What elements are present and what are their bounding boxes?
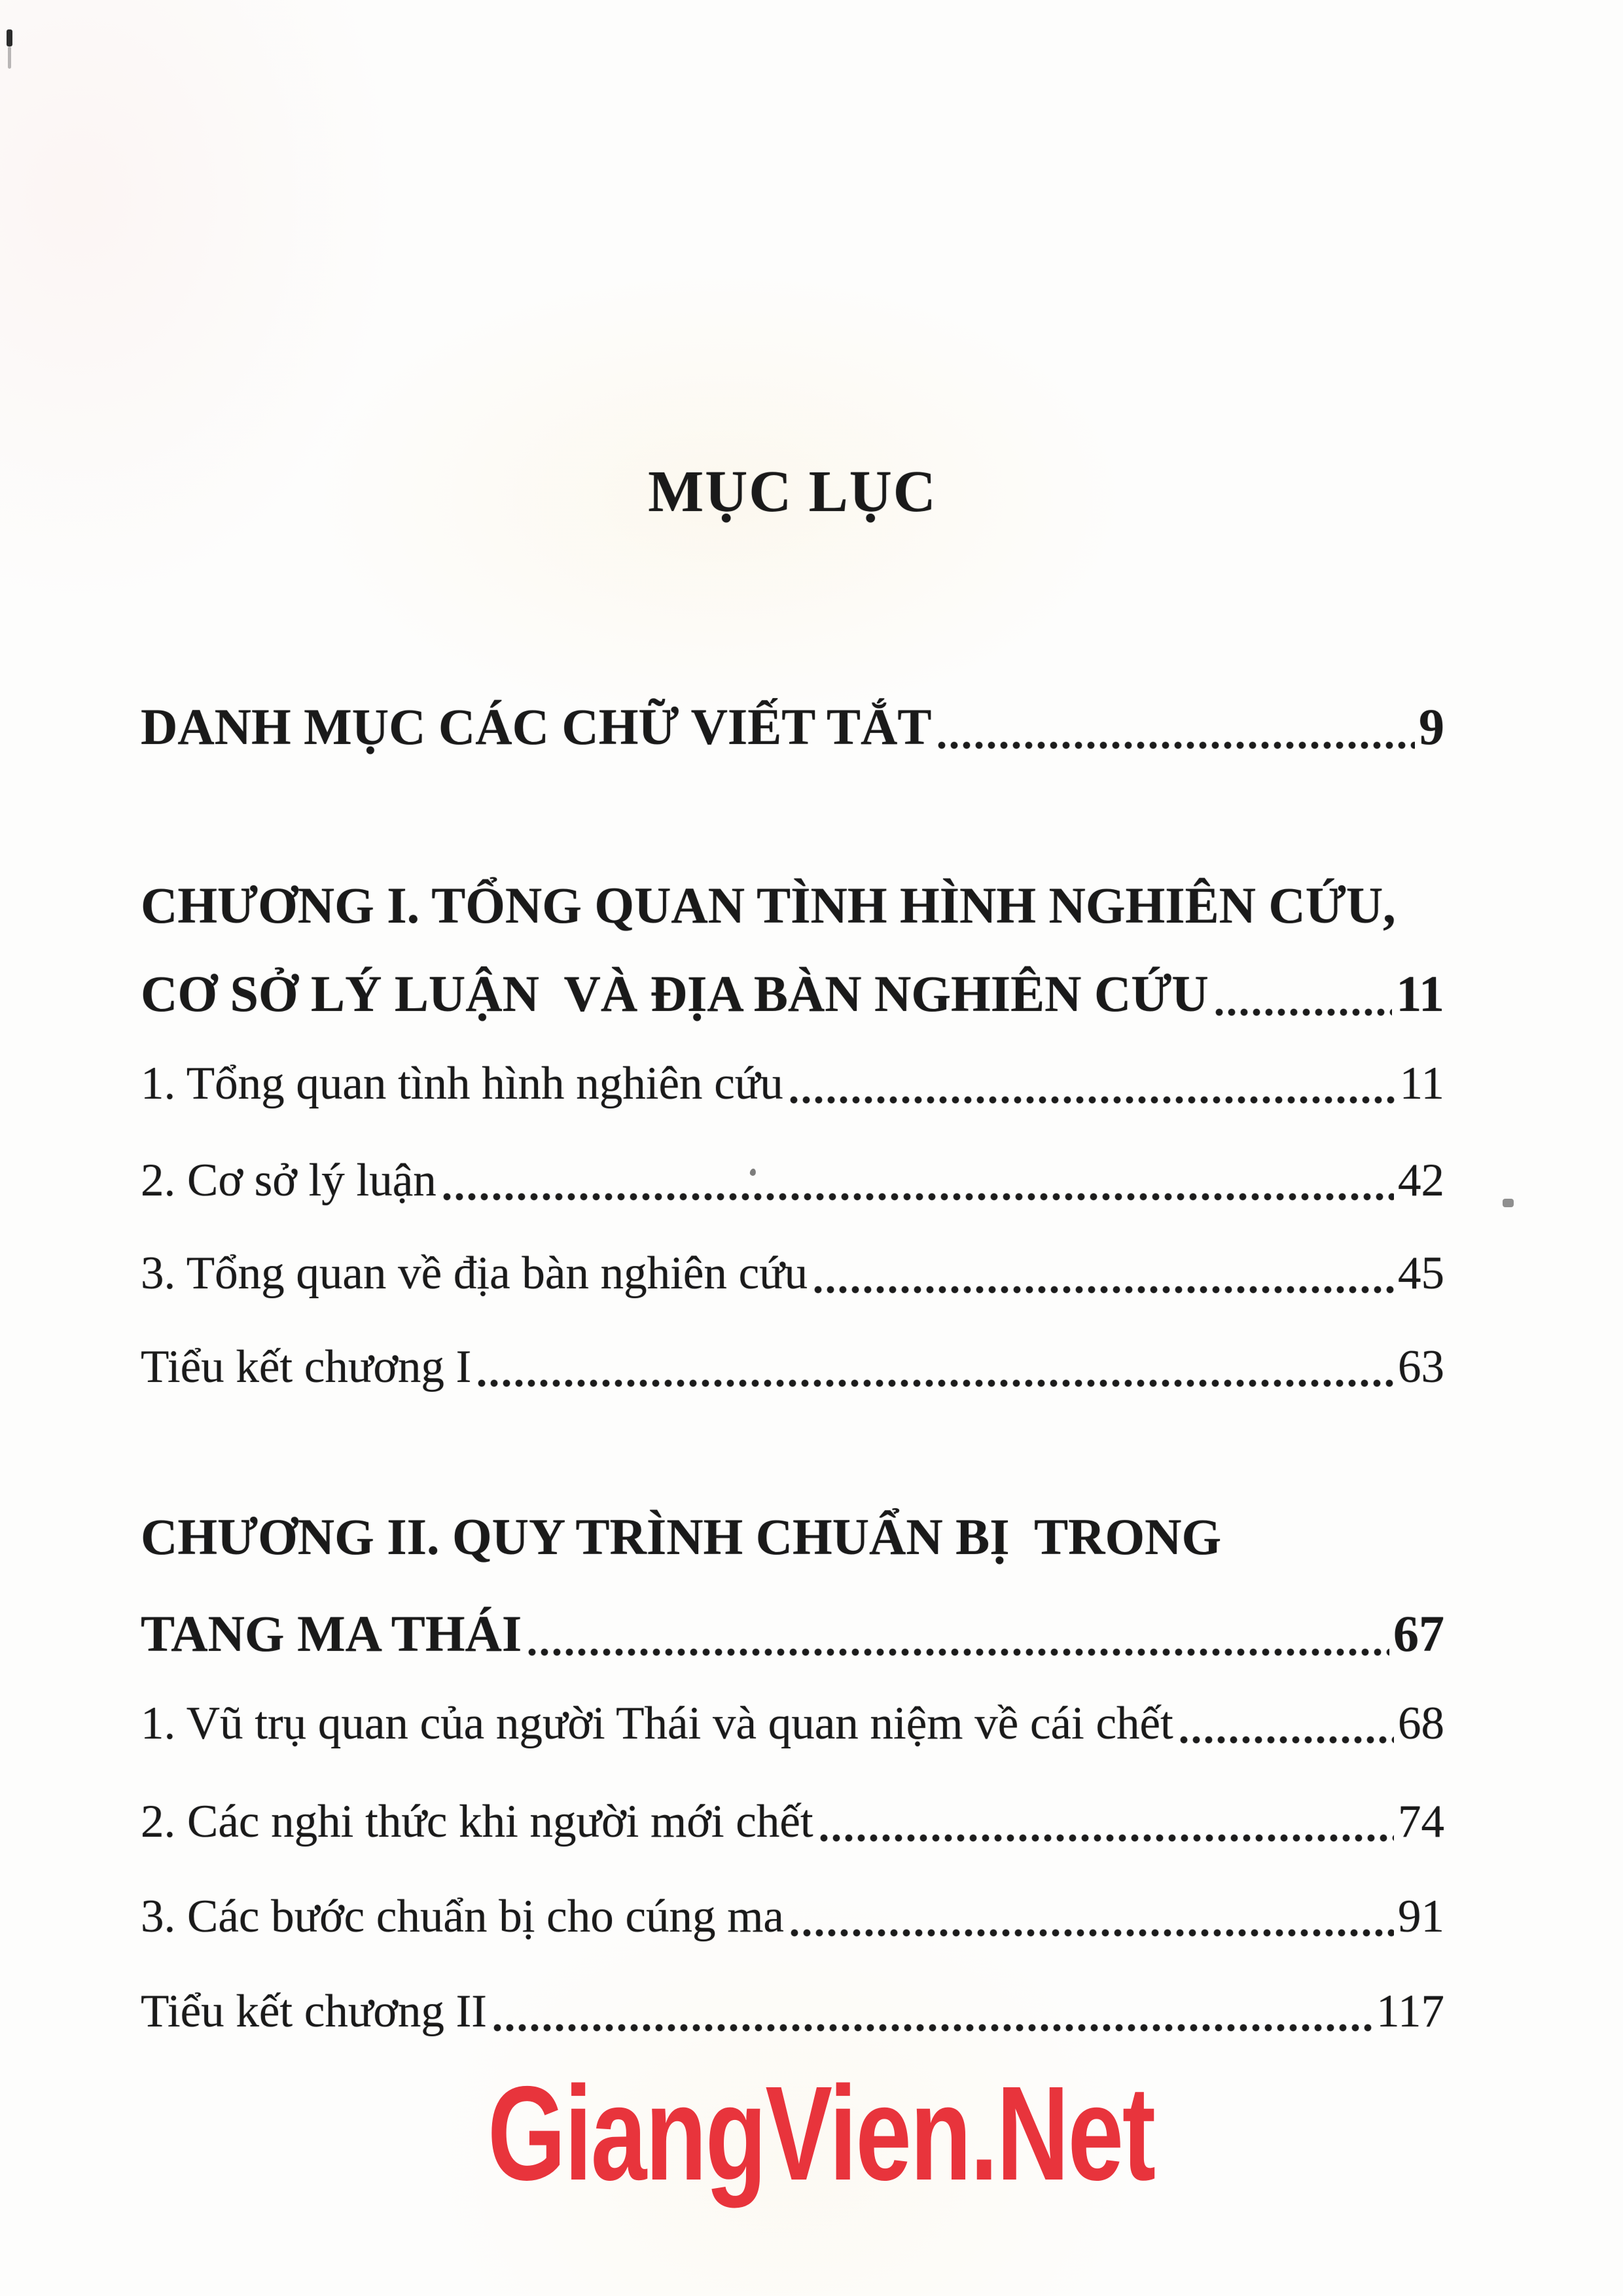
dot-leader (820, 1834, 1394, 1842)
page-number: 45 (1398, 1248, 1444, 1299)
page-number: 9 (1419, 698, 1444, 755)
toc-entry-label: TANG MA THÁI (141, 1605, 522, 1662)
page-number: 42 (1398, 1155, 1444, 1206)
toc-chapter1-heading-line2 (141, 962, 1444, 1026)
toc-entry-ch2-item1 (141, 1695, 1444, 1753)
page-number: 11 (1399, 1058, 1444, 1109)
toc-entry-label: 1. Vũ trụ quan của người Thái và quan niệm về cái chết (141, 1698, 1173, 1749)
toc-entry-ch1-summary (141, 1338, 1444, 1396)
toc-entry-label: Tiểu kết chương II (141, 1986, 487, 2037)
toc-entry-label: 2. Cơ sở lý luận (141, 1155, 437, 1206)
toc-entry-label: 2. Các nghi thức khi người mới chết (141, 1796, 813, 1847)
watermark-text: GiangVien.Net (488, 2058, 1154, 2208)
scan-speck-top-left-tail (8, 46, 11, 69)
toc-entry-ch2-summary (141, 1983, 1444, 2041)
dot-leader (443, 1193, 1394, 1201)
dot-leader (1180, 1736, 1394, 1744)
toc-chapter1-heading-line1 (141, 874, 1444, 938)
page-number: 11 (1396, 965, 1444, 1022)
scan-speck-right-margin (1503, 1199, 1514, 1207)
toc-chapter2-heading-line2 (141, 1602, 1444, 1666)
toc-entry-label: 1. Tổng quan tình hình nghiên cứu (141, 1058, 783, 1109)
toc-entry-label: 3. Các bước chuẩn bị cho cúng ma (141, 1891, 784, 1942)
dot-leader (938, 741, 1415, 749)
toc-entry-ch2-item3 (141, 1888, 1444, 1946)
toc-entry-ch2-item2 (141, 1793, 1444, 1851)
page-number: 67 (1393, 1605, 1444, 1662)
toc-entry-ch1-item3 (141, 1245, 1444, 1303)
toc-entry-label: CHƯƠNG I. TỔNG QUAN TÌNH HÌNH NGHIÊN CỨU, (141, 877, 1396, 934)
toc-entry-label: CƠ SỞ LÝ LUẬN VÀ ĐỊA BÀN NGHIÊN CỨU (141, 965, 1209, 1022)
dot-leader (814, 1286, 1394, 1294)
toc-entry-label: DANH MỤC CÁC CHỮ VIẾT TẮT (141, 698, 932, 755)
dot-leader (790, 1096, 1396, 1104)
toc-entry-abbreviations (141, 695, 1444, 759)
toc-entry-label: 3. Tổng quan về địa bàn nghiên cứu (141, 1248, 808, 1299)
toc-entry-label: CHƯƠNG II. QUY TRÌNH CHUẨN BỊ TRONG (141, 1508, 1222, 1565)
dot-leader (791, 1929, 1394, 1937)
page-number: 74 (1398, 1796, 1444, 1847)
page-title: MỤC LỤC (648, 459, 937, 524)
dot-leader (478, 1379, 1394, 1387)
dot-leader (1215, 1008, 1393, 1016)
dot-leader (528, 1648, 1389, 1656)
toc-entry-ch1-item2 (141, 1152, 1444, 1210)
toc-entry-ch1-item1 (141, 1055, 1444, 1113)
toc-chapter2-heading-line1 (141, 1505, 1444, 1569)
toc-entry-label: Tiểu kết chương I (141, 1341, 472, 1392)
page-number: 91 (1398, 1891, 1444, 1942)
dot-leader (493, 2024, 1372, 2032)
scan-speck-top-left (7, 29, 12, 46)
page-number: 68 (1398, 1698, 1444, 1749)
page-number: 117 (1376, 1986, 1444, 2037)
page-number: 63 (1398, 1341, 1444, 1392)
